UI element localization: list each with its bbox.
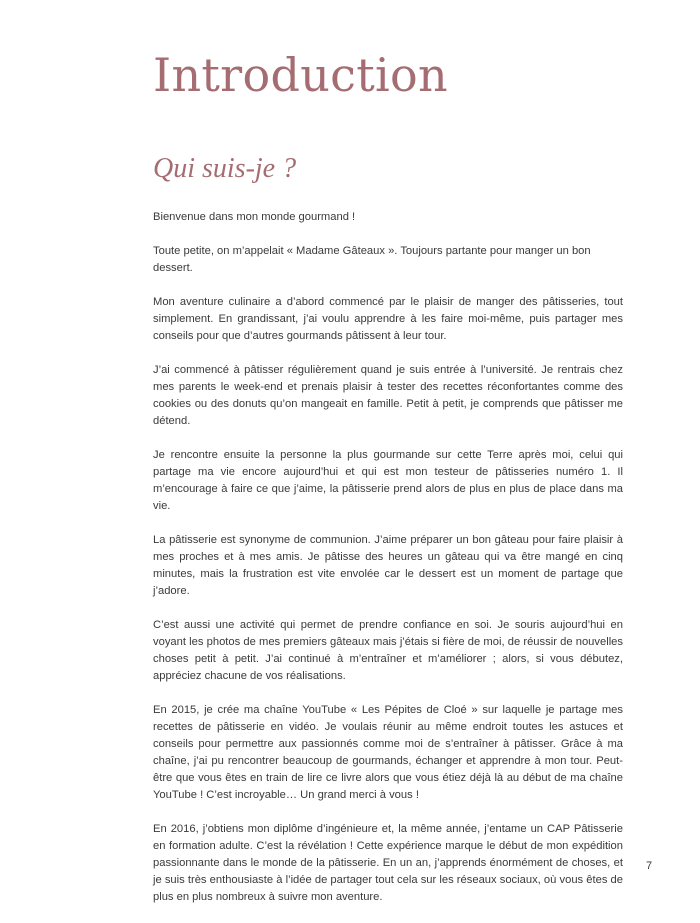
paragraph: En 2016, j’obtiens mon diplôme d’ingénieure et, la même année, j’entame un CAP Pâtisserie en formation adulte. C’est la révélation ! Cette expérience marque le début de mon expédition passionnante dans le monde de la pâtisserie. En un an, j’apprends énormément de choses, et je suis très enthousiaste à l’idée de partager tout cela sur les réseaux sociaux, où vous êtes de plus en plus nombreux à suivre mon aventure. (153, 823, 623, 903)
paragraph: C’est aussi une activité qui permet de prendre confiance en soi. Je souris aujourd’hui en voyant les photos de mes premiers gâteaux mais j’étais si fière de moi, de réussir de nouvelles choses petit à petit. J’ai continué à m’entraîner et m’améliorer ; alors, si vous débutez, appréciez chacune de vos réalisations. (153, 619, 623, 682)
paragraph: Mon aventure culinaire a d’abord commencé par le plaisir de manger des pâtisseries, tout simplement. En grandissant, j’ai voulu apprendre à les faire moi-même, puis partager mes conseils pour que d’autres gourmands pâtissent à leur tour. (153, 296, 623, 342)
paragraph: En 2015, je crée ma chaîne YouTube « Les Pépites de Cloé » sur laquelle je partage mes recettes de pâtisserie en vidéo. Je voulais réunir au même endroit toutes les astuces et conseils pour permettre aux passionnés comme moi de s’entraîner à pâtisser. Grâce à ma chaîne, j’ai pu rencontrer beaucoup de gourmands, échanger et apprendre à mon tour. Peut-être que vous êtes en train de lire ce livre alors que vous étiez déjà là au début de ma chaîne YouTube ! C’est incroyable… Un grand merci à vous ! (153, 704, 623, 801)
body-text (153, 209, 623, 923)
page-title: Introduction (153, 48, 448, 102)
paragraph: Bienvenue dans mon monde gourmand ! (153, 211, 356, 223)
paragraph: La pâtisserie est synonyme de communion. J’aime préparer un bon gâteau pour faire plaisir à mes proches et à mes amis. Je pâtisse des heures un gâteau qui va être mangé en cinq minutes, mais la frustration est vite envolée car le dessert est un moment de partage que j’adore. (153, 534, 623, 597)
page-number: 7 (646, 860, 653, 872)
paragraph: J’ai commencé à pâtisser régulièrement quand je suis entrée à l’université. Je rentrais chez mes parents le week-end et prenais plaisir à tester des recettes réconfortantes comme des cookies ou des donuts qu’on mangeait en famille. Petit à petit, je comprends que pâtisser me détend. (153, 364, 623, 427)
paragraph: Je rencontre ensuite la personne la plus gourmande sur cette Terre après moi, celui qui partage ma vie encore aujourd’hui et qui est mon testeur de pâtisseries numéro 1. Il m’encourage à faire ce que j’aime, la pâtisserie prend alors de plus en plus de place dans ma vie. (153, 449, 623, 512)
paragraph: Toute petite, on m’appelait « Madame Gâteaux ». Toujours partante pour manger un bon dessert. (153, 245, 591, 274)
section-subtitle: Qui suis-je ? (153, 153, 297, 184)
